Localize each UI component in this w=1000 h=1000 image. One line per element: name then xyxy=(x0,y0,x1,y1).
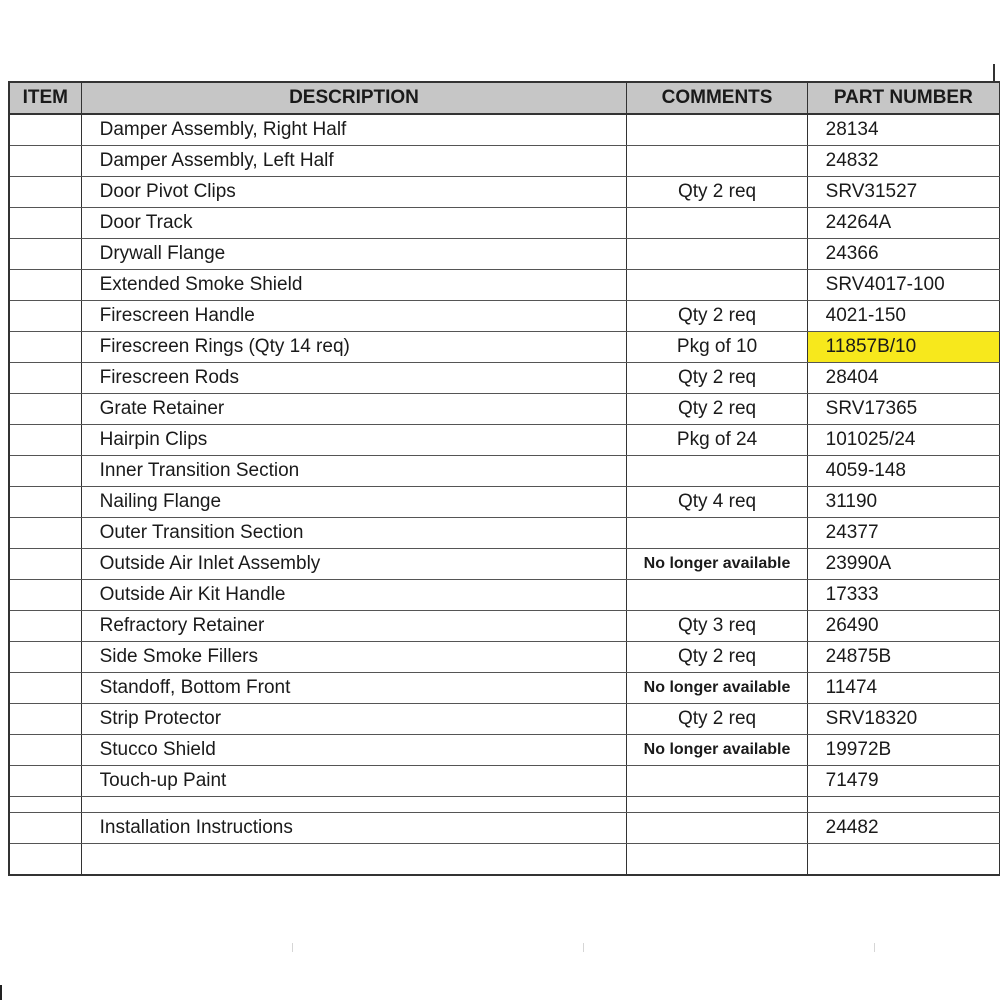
description-cell: Touch-up Paint xyxy=(81,765,627,796)
comments-cell xyxy=(627,765,807,796)
item-cell xyxy=(9,843,81,875)
description-cell xyxy=(81,843,627,875)
column-header-item: ITEM xyxy=(9,82,81,114)
item-cell xyxy=(9,393,81,424)
part-number-cell: 101025/24 xyxy=(807,424,999,455)
table-row xyxy=(9,207,1000,238)
description-cell: Firescreen Handle xyxy=(81,300,627,331)
description-cell: Drywall Flange xyxy=(81,238,627,269)
item-cell xyxy=(9,331,81,362)
item-cell xyxy=(9,145,81,176)
part-number-cell: 26490 xyxy=(807,610,999,641)
description-cell: Damper Assembly, Left Half xyxy=(81,145,627,176)
item-cell xyxy=(9,486,81,517)
comments-cell: No longer available xyxy=(627,734,807,765)
table-row xyxy=(9,238,1000,269)
description-cell: Refractory Retainer xyxy=(81,610,627,641)
table-row xyxy=(9,796,1000,812)
column-header-part-number: PART NUMBER xyxy=(807,82,999,114)
part-number-cell xyxy=(807,796,999,812)
description-cell: Hairpin Clips xyxy=(81,424,627,455)
part-number-cell: SRV18320 xyxy=(807,703,999,734)
description-cell: Firescreen Rods xyxy=(81,362,627,393)
item-cell xyxy=(9,672,81,703)
part-number-cell: SRV4017-100 xyxy=(807,269,999,300)
item-cell xyxy=(9,610,81,641)
table-row xyxy=(9,843,1000,875)
table-row xyxy=(9,579,1000,610)
comments-cell: No longer available xyxy=(627,672,807,703)
table-row xyxy=(9,393,1000,424)
comments-cell xyxy=(627,207,807,238)
comments-cell xyxy=(627,579,807,610)
comments-cell: Qty 3 req xyxy=(627,610,807,641)
page-tick-mark xyxy=(583,943,584,952)
part-number-cell: 71479 xyxy=(807,765,999,796)
item-cell xyxy=(9,579,81,610)
table-row xyxy=(9,765,1000,796)
table-row xyxy=(9,331,1000,362)
comments-cell: Qty 2 req xyxy=(627,300,807,331)
comments-cell: Qty 2 req xyxy=(627,362,807,393)
description-cell: Side Smoke Fillers xyxy=(81,641,627,672)
item-cell xyxy=(9,362,81,393)
item-cell xyxy=(9,300,81,331)
description-cell: Door Pivot Clips xyxy=(81,176,627,207)
description-cell: Installation Instructions xyxy=(81,812,627,843)
comments-cell: Qty 2 req xyxy=(627,176,807,207)
table-row xyxy=(9,424,1000,455)
description-cell: Strip Protector xyxy=(81,703,627,734)
part-number-cell: 11857B/10 xyxy=(807,331,999,362)
table-row xyxy=(9,176,1000,207)
table-edge-line xyxy=(993,64,995,82)
table-row xyxy=(9,486,1000,517)
table-row xyxy=(9,548,1000,579)
description-cell: Outer Transition Section xyxy=(81,517,627,548)
item-cell xyxy=(9,176,81,207)
table-row xyxy=(9,269,1000,300)
part-number-cell: 24264A xyxy=(807,207,999,238)
comments-cell: No longer available xyxy=(627,548,807,579)
item-cell xyxy=(9,796,81,812)
description-cell: Outside Air Inlet Assembly xyxy=(81,548,627,579)
page-corner-mark xyxy=(0,985,2,1000)
part-number-cell: 4059-148 xyxy=(807,455,999,486)
part-number-cell: SRV17365 xyxy=(807,393,999,424)
column-header-comments: COMMENTS xyxy=(627,82,807,114)
item-cell xyxy=(9,812,81,843)
part-number-cell: 24875B xyxy=(807,641,999,672)
part-number-cell: 24377 xyxy=(807,517,999,548)
comments-cell xyxy=(627,812,807,843)
column-header-description: DESCRIPTION xyxy=(81,82,627,114)
comments-cell: Qty 2 req xyxy=(627,703,807,734)
table-row xyxy=(9,517,1000,548)
table-header-row xyxy=(9,82,1000,114)
table-row xyxy=(9,641,1000,672)
part-number-cell: 19972B xyxy=(807,734,999,765)
part-number-cell: 28404 xyxy=(807,362,999,393)
description-cell: Grate Retainer xyxy=(81,393,627,424)
part-number-cell: 17333 xyxy=(807,579,999,610)
comments-cell xyxy=(627,455,807,486)
description-cell: Firescreen Rings (Qty 14 req) xyxy=(81,331,627,362)
table-body xyxy=(9,114,1000,875)
comments-cell xyxy=(627,145,807,176)
item-cell xyxy=(9,269,81,300)
part-number-cell: 11474 xyxy=(807,672,999,703)
item-cell xyxy=(9,517,81,548)
part-number-cell: 24482 xyxy=(807,812,999,843)
comments-cell xyxy=(627,517,807,548)
comments-cell: Pkg of 24 xyxy=(627,424,807,455)
table-row xyxy=(9,610,1000,641)
part-number-cell: 24832 xyxy=(807,145,999,176)
part-number-cell: 28134 xyxy=(807,114,999,145)
item-cell xyxy=(9,114,81,145)
part-number-cell: 24366 xyxy=(807,238,999,269)
description-cell: Damper Assembly, Right Half xyxy=(81,114,627,145)
description-cell: Inner Transition Section xyxy=(81,455,627,486)
comments-cell: Qty 4 req xyxy=(627,486,807,517)
item-cell xyxy=(9,548,81,579)
table-row xyxy=(9,455,1000,486)
part-number-cell: 23990A xyxy=(807,548,999,579)
table-row xyxy=(9,734,1000,765)
comments-cell xyxy=(627,843,807,875)
comments-cell: Qty 2 req xyxy=(627,641,807,672)
description-cell: Nailing Flange xyxy=(81,486,627,517)
item-cell xyxy=(9,238,81,269)
comments-cell xyxy=(627,238,807,269)
description-cell: Extended Smoke Shield xyxy=(81,269,627,300)
comments-cell: Pkg of 10 xyxy=(627,331,807,362)
description-cell: Standoff, Bottom Front xyxy=(81,672,627,703)
description-cell: Stucco Shield xyxy=(81,734,627,765)
page-tick-mark xyxy=(292,943,293,952)
item-cell xyxy=(9,207,81,238)
item-cell xyxy=(9,641,81,672)
table-row xyxy=(9,362,1000,393)
part-number-cell: 4021-150 xyxy=(807,300,999,331)
table-row xyxy=(9,114,1000,145)
part-number-cell: SRV31527 xyxy=(807,176,999,207)
item-cell xyxy=(9,455,81,486)
description-cell xyxy=(81,796,627,812)
part-number-cell: 31190 xyxy=(807,486,999,517)
table-row xyxy=(9,672,1000,703)
item-cell xyxy=(9,765,81,796)
table-row xyxy=(9,703,1000,734)
comments-cell xyxy=(627,796,807,812)
comments-cell xyxy=(627,114,807,145)
item-cell xyxy=(9,734,81,765)
table-row xyxy=(9,145,1000,176)
table-row xyxy=(9,812,1000,843)
page-tick-mark xyxy=(874,943,875,952)
description-cell: Door Track xyxy=(81,207,627,238)
parts-table xyxy=(8,81,1000,876)
part-number-cell xyxy=(807,843,999,875)
item-cell xyxy=(9,703,81,734)
table-row xyxy=(9,300,1000,331)
comments-cell xyxy=(627,269,807,300)
item-cell xyxy=(9,424,81,455)
comments-cell: Qty 2 req xyxy=(627,393,807,424)
description-cell: Outside Air Kit Handle xyxy=(81,579,627,610)
